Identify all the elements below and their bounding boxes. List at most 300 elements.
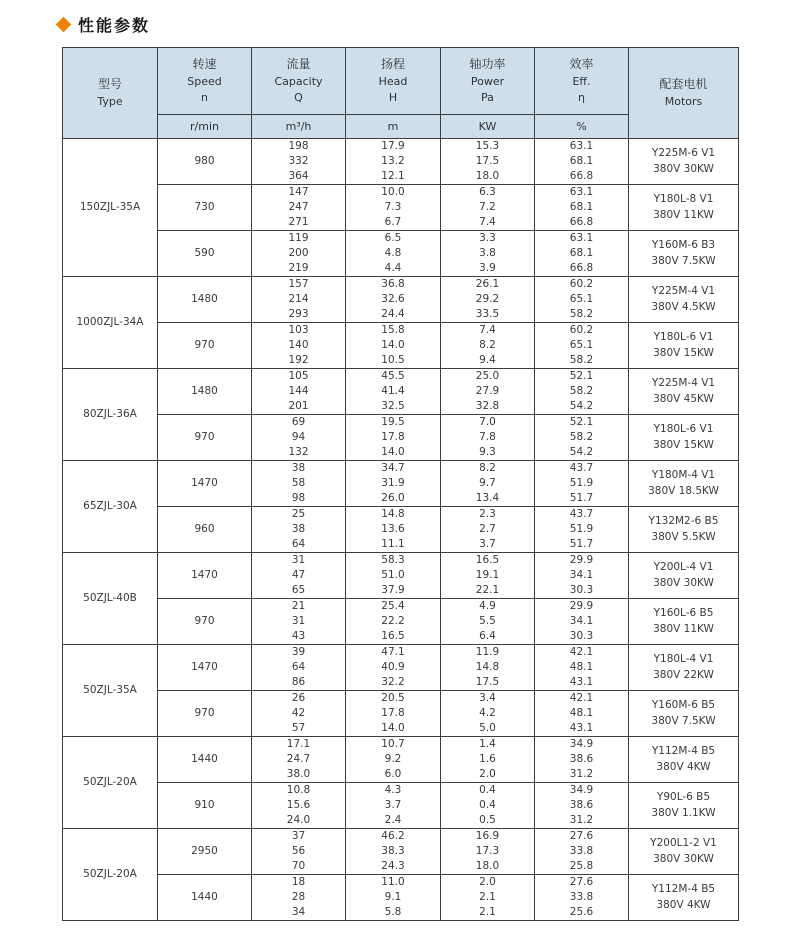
- eff-cell: 25.8: [535, 859, 629, 875]
- head-cell: 3.7: [346, 798, 441, 813]
- eff-cell: 65.1: [535, 292, 629, 307]
- table-row: [63, 231, 739, 247]
- eff-cell: 33.8: [535, 844, 629, 859]
- power-cell: 5.5: [441, 614, 535, 629]
- head-header-en: Head: [378, 74, 408, 88]
- motor-cell: [629, 231, 739, 277]
- eff-cell: 33.8: [535, 890, 629, 905]
- head-cell: 32.5: [346, 399, 441, 415]
- capacity-unit: m³/h: [252, 115, 346, 139]
- capacity-cell: 140: [252, 338, 346, 353]
- motor-line: Y180L-4 V1: [653, 652, 714, 665]
- motor-line: 380V 11KW: [653, 208, 714, 221]
- model-type-cell: 50ZJL-40B: [63, 553, 158, 645]
- power-cell: 3.3: [441, 231, 535, 247]
- eff-cell: 42.1: [535, 691, 629, 707]
- col-header-speed: [158, 48, 252, 115]
- table-row: [63, 507, 739, 523]
- model-type-cell: 80ZJL-36A: [63, 369, 158, 461]
- head-cell: 32.6: [346, 292, 441, 307]
- eff-header-symbol: η: [578, 90, 585, 104]
- head-cell: 40.9: [346, 660, 441, 675]
- speed-cell: 1470: [158, 553, 252, 599]
- speed-cell: 1440: [158, 875, 252, 921]
- power-cell: 2.0: [441, 767, 535, 783]
- eff-cell: 66.8: [535, 169, 629, 185]
- motor-line: 380V 45KW: [653, 392, 714, 405]
- power-cell: 4.9: [441, 599, 535, 615]
- table-row: [63, 737, 739, 753]
- power-cell: 17.3: [441, 844, 535, 859]
- power-cell: 14.8: [441, 660, 535, 675]
- motor-cell: [629, 139, 739, 185]
- speed-cell: 910: [158, 783, 252, 829]
- table-row: [63, 415, 739, 431]
- head-cell: 41.4: [346, 384, 441, 399]
- eff-cell: 51.7: [535, 537, 629, 553]
- speed-cell: 970: [158, 599, 252, 645]
- capacity-cell: 219: [252, 261, 346, 277]
- power-cell: 7.4: [441, 323, 535, 339]
- speed-cell: 1470: [158, 461, 252, 507]
- eff-header-en: Eff.: [572, 74, 591, 88]
- power-cell: 9.7: [441, 476, 535, 491]
- speed-cell: 1480: [158, 369, 252, 415]
- capacity-cell: 58: [252, 476, 346, 491]
- motor-cell: [629, 369, 739, 415]
- head-cell: 24.4: [346, 307, 441, 323]
- motor-line: Y180L-6 V1: [653, 330, 714, 343]
- capacity-cell: 17.1: [252, 737, 346, 753]
- head-cell: 24.3: [346, 859, 441, 875]
- head-cell: 10.0: [346, 185, 441, 201]
- table-row: [63, 369, 739, 385]
- head-cell: 25.4: [346, 599, 441, 615]
- power-cell: 3.9: [441, 261, 535, 277]
- col-header-head: [346, 48, 441, 115]
- motor-line: Y90L-6 B5: [656, 790, 711, 803]
- capacity-cell: 103: [252, 323, 346, 339]
- eff-cell: 68.1: [535, 246, 629, 261]
- power-header-zh: 轴功率: [469, 57, 506, 72]
- capacity-header-zh: 流量: [286, 57, 311, 72]
- capacity-cell: 37: [252, 829, 346, 845]
- head-cell: 32.2: [346, 675, 441, 691]
- motor-line: 380V 22KW: [653, 668, 714, 681]
- head-unit: m: [346, 115, 441, 139]
- speed-cell: 730: [158, 185, 252, 231]
- eff-cell: 63.1: [535, 185, 629, 201]
- eff-cell: 34.9: [535, 783, 629, 799]
- motors-header-en: Motors: [664, 94, 703, 108]
- capacity-cell: 157: [252, 277, 346, 293]
- capacity-cell: 86: [252, 675, 346, 691]
- eff-cell: 43.7: [535, 507, 629, 523]
- motor-line: Y200L1-2 V1: [650, 836, 717, 849]
- capacity-cell: 38: [252, 461, 346, 477]
- motor-line: 380V 7.5KW: [651, 254, 716, 267]
- motor-line: 380V 1.1KW: [651, 806, 716, 819]
- power-cell: 3.7: [441, 537, 535, 553]
- motor-line: 380V 4KW: [656, 760, 711, 773]
- capacity-cell: 147: [252, 185, 346, 201]
- eff-cell: 54.2: [535, 445, 629, 461]
- eff-cell: 58.2: [535, 353, 629, 369]
- motor-line: Y225M-6 V1: [651, 146, 716, 159]
- head-cell: 4.8: [346, 246, 441, 261]
- capacity-cell: 42: [252, 706, 346, 721]
- capacity-cell: 18: [252, 875, 346, 891]
- power-cell: 5.0: [441, 721, 535, 737]
- eff-cell: 68.1: [535, 200, 629, 215]
- eff-cell: 29.9: [535, 599, 629, 615]
- table-row: [63, 553, 739, 569]
- power-cell: 16.9: [441, 829, 535, 845]
- capacity-cell: 201: [252, 399, 346, 415]
- head-cell: 38.3: [346, 844, 441, 859]
- speed-cell: 1480: [158, 277, 252, 323]
- motor-cell: [629, 415, 739, 461]
- capacity-cell: 332: [252, 154, 346, 169]
- eff-cell: 30.3: [535, 629, 629, 645]
- eff-cell: 38.6: [535, 752, 629, 767]
- head-cell: 51.0: [346, 568, 441, 583]
- power-cell: 7.4: [441, 215, 535, 231]
- eff-cell: 52.1: [535, 415, 629, 431]
- eff-cell: 65.1: [535, 338, 629, 353]
- head-cell: 4.4: [346, 261, 441, 277]
- power-cell: 7.0: [441, 415, 535, 431]
- capacity-cell: 64: [252, 537, 346, 553]
- header-row-main: [63, 48, 739, 115]
- power-cell: 3.4: [441, 691, 535, 707]
- motor-cell: [629, 185, 739, 231]
- motor-line: Y132M2-6 B5: [648, 514, 719, 527]
- speed-cell: 2950: [158, 829, 252, 875]
- head-cell: 14.0: [346, 445, 441, 461]
- power-unit: KW: [441, 115, 535, 139]
- speed-header-zh: 转速: [192, 57, 217, 72]
- capacity-cell: 24.0: [252, 813, 346, 829]
- power-cell: 32.8: [441, 399, 535, 415]
- power-header-en: Power: [470, 74, 505, 88]
- head-cell: 13.6: [346, 522, 441, 537]
- power-cell: 0.4: [441, 783, 535, 799]
- col-header-capacity: [252, 48, 346, 115]
- power-cell: 16.5: [441, 553, 535, 569]
- speed-cell: 590: [158, 231, 252, 277]
- motor-cell: [629, 599, 739, 645]
- capacity-cell: 70: [252, 859, 346, 875]
- motor-cell: [629, 691, 739, 737]
- power-cell: 1.6: [441, 752, 535, 767]
- head-cell: 17.8: [346, 430, 441, 445]
- speed-cell: 970: [158, 415, 252, 461]
- motor-cell: [629, 323, 739, 369]
- motor-line: 380V 18.5KW: [648, 484, 719, 497]
- motor-line: 380V 15KW: [653, 346, 714, 359]
- col-header-eff: [535, 48, 629, 115]
- motor-line: 380V 4KW: [656, 898, 711, 911]
- motor-cell: [629, 737, 739, 783]
- table-row: [63, 691, 739, 707]
- head-cell: 6.7: [346, 215, 441, 231]
- speed-cell: 1470: [158, 645, 252, 691]
- capacity-cell: 144: [252, 384, 346, 399]
- diamond-icon: [56, 17, 72, 33]
- head-cell: 14.0: [346, 721, 441, 737]
- capacity-cell: 214: [252, 292, 346, 307]
- eff-cell: 58.2: [535, 430, 629, 445]
- power-cell: 22.1: [441, 583, 535, 599]
- eff-cell: 58.2: [535, 307, 629, 323]
- capacity-cell: 34: [252, 905, 346, 921]
- head-cell: 2.4: [346, 813, 441, 829]
- head-cell: 26.0: [346, 491, 441, 507]
- power-cell: 8.2: [441, 338, 535, 353]
- eff-cell: 25.6: [535, 905, 629, 921]
- capacity-cell: 21: [252, 599, 346, 615]
- eff-cell: 54.2: [535, 399, 629, 415]
- head-cell: 15.8: [346, 323, 441, 339]
- motor-line: Y180M-4 V1: [651, 468, 716, 481]
- head-cell: 20.5: [346, 691, 441, 707]
- eff-cell: 60.2: [535, 323, 629, 339]
- power-cell: 7.8: [441, 430, 535, 445]
- head-header-symbol: H: [388, 90, 398, 104]
- head-cell: 31.9: [346, 476, 441, 491]
- motor-line: 380V 30KW: [653, 852, 714, 865]
- eff-cell: 29.9: [535, 553, 629, 569]
- eff-cell: 43.1: [535, 721, 629, 737]
- head-cell: 4.3: [346, 783, 441, 799]
- eff-cell: 27.6: [535, 829, 629, 845]
- eff-cell: 66.8: [535, 215, 629, 231]
- capacity-cell: 47: [252, 568, 346, 583]
- model-type-cell: 65ZJL-30A: [63, 461, 158, 553]
- table-row: [63, 599, 739, 615]
- head-cell: 12.1: [346, 169, 441, 185]
- motor-line: 380V 30KW: [653, 576, 714, 589]
- eff-cell: 52.1: [535, 369, 629, 385]
- eff-cell: 43.7: [535, 461, 629, 477]
- capacity-cell: 38.0: [252, 767, 346, 783]
- power-cell: 2.7: [441, 522, 535, 537]
- capacity-cell: 132: [252, 445, 346, 461]
- power-cell: 6.3: [441, 185, 535, 201]
- motor-cell: [629, 829, 739, 875]
- motor-line: Y180L-6 V1: [653, 422, 714, 435]
- capacity-cell: 57: [252, 721, 346, 737]
- power-cell: 2.3: [441, 507, 535, 523]
- power-cell: 19.1: [441, 568, 535, 583]
- capacity-cell: 94: [252, 430, 346, 445]
- head-cell: 17.8: [346, 706, 441, 721]
- power-cell: 15.3: [441, 139, 535, 155]
- head-cell: 11.1: [346, 537, 441, 553]
- eff-cell: 51.7: [535, 491, 629, 507]
- capacity-cell: 26: [252, 691, 346, 707]
- head-cell: 37.9: [346, 583, 441, 599]
- table-body: [63, 139, 739, 921]
- power-cell: 26.1: [441, 277, 535, 293]
- capacity-cell: 98: [252, 491, 346, 507]
- power-cell: 11.9: [441, 645, 535, 661]
- motor-line: 380V 4.5KW: [651, 300, 716, 313]
- capacity-cell: 25: [252, 507, 346, 523]
- capacity-cell: 247: [252, 200, 346, 215]
- power-cell: 17.5: [441, 675, 535, 691]
- model-type-cell: 50ZJL-35A: [63, 645, 158, 737]
- capacity-cell: 28: [252, 890, 346, 905]
- motor-line: Y112M-4 B5: [651, 744, 716, 757]
- table-row: [63, 139, 739, 155]
- eff-cell: 34.1: [535, 568, 629, 583]
- head-cell: 17.9: [346, 139, 441, 155]
- speed-cell: 1440: [158, 737, 252, 783]
- power-cell: 25.0: [441, 369, 535, 385]
- speed-cell: 970: [158, 323, 252, 369]
- power-cell: 4.2: [441, 706, 535, 721]
- col-header-type: [63, 48, 158, 139]
- head-cell: 5.8: [346, 905, 441, 921]
- eff-cell: 27.6: [535, 875, 629, 891]
- power-cell: 8.2: [441, 461, 535, 477]
- speed-header-en: Speed: [187, 74, 222, 88]
- head-cell: 14.0: [346, 338, 441, 353]
- motor-line: 380V 11KW: [653, 622, 714, 635]
- head-cell: 7.3: [346, 200, 441, 215]
- speed-cell: 980: [158, 139, 252, 185]
- speed-cell: 960: [158, 507, 252, 553]
- eff-cell: 51.9: [535, 476, 629, 491]
- speed-cell: 970: [158, 691, 252, 737]
- type-header-en: Type: [97, 94, 123, 108]
- motor-cell: [629, 783, 739, 829]
- head-cell: 11.0: [346, 875, 441, 891]
- motor-line: Y225M-4 V1: [651, 376, 716, 389]
- motor-cell: [629, 645, 739, 691]
- eff-unit: %: [535, 115, 629, 139]
- power-cell: 13.4: [441, 491, 535, 507]
- motor-line: 380V 15KW: [653, 438, 714, 451]
- power-cell: 6.4: [441, 629, 535, 645]
- capacity-header-symbol: Q: [294, 90, 303, 104]
- col-header-motors: [629, 48, 739, 139]
- table-row: [63, 875, 739, 891]
- head-header-zh: 扬程: [380, 57, 405, 72]
- eff-cell: 63.1: [535, 139, 629, 155]
- type-header-zh: 型号: [97, 77, 122, 92]
- eff-cell: 51.9: [535, 522, 629, 537]
- motor-line: Y112M-4 B5: [651, 882, 716, 895]
- head-cell: 45.5: [346, 369, 441, 385]
- eff-cell: 43.1: [535, 675, 629, 691]
- motor-line: Y180L-8 V1: [653, 192, 714, 205]
- motor-line: Y160L-6 B5: [653, 606, 714, 619]
- eff-cell: 66.8: [535, 261, 629, 277]
- eff-cell: 58.2: [535, 384, 629, 399]
- motor-cell: [629, 461, 739, 507]
- motor-line: 380V 30KW: [653, 162, 714, 175]
- capacity-cell: 24.7: [252, 752, 346, 767]
- eff-cell: 68.1: [535, 154, 629, 169]
- head-cell: 10.5: [346, 353, 441, 369]
- eff-cell: 42.1: [535, 645, 629, 661]
- eff-cell: 30.3: [535, 583, 629, 599]
- motor-line: Y160M-6 B3: [651, 238, 716, 251]
- power-cell: 1.4: [441, 737, 535, 753]
- motor-line: 380V 5.5KW: [651, 530, 716, 543]
- capacity-cell: 364: [252, 169, 346, 185]
- power-cell: 3.8: [441, 246, 535, 261]
- motor-line: Y225M-4 V1: [651, 284, 716, 297]
- model-type-cell: 150ZJL-35A: [63, 139, 158, 277]
- motor-cell: [629, 507, 739, 553]
- model-type-cell: 50ZJL-20A: [63, 737, 158, 829]
- head-cell: 6.5: [346, 231, 441, 247]
- motors-header-zh: 配套电机: [659, 77, 708, 92]
- table-row: [63, 323, 739, 339]
- head-cell: 22.2: [346, 614, 441, 629]
- eff-cell: 48.1: [535, 660, 629, 675]
- power-cell: 29.2: [441, 292, 535, 307]
- capacity-cell: 43: [252, 629, 346, 645]
- capacity-cell: 198: [252, 139, 346, 155]
- power-cell: 17.5: [441, 154, 535, 169]
- eff-cell: 48.1: [535, 706, 629, 721]
- eff-cell: 34.9: [535, 737, 629, 753]
- power-cell: 2.0: [441, 875, 535, 891]
- capacity-cell: 31: [252, 553, 346, 569]
- speed-header-symbol: n: [201, 90, 208, 104]
- head-cell: 46.2: [346, 829, 441, 845]
- section-title: [58, 13, 800, 36]
- head-cell: 14.8: [346, 507, 441, 523]
- power-cell: 0.4: [441, 798, 535, 813]
- speed-unit: r/min: [158, 115, 252, 139]
- motor-line: Y200L-4 V1: [653, 560, 714, 573]
- table-row: [63, 783, 739, 799]
- eff-cell: 63.1: [535, 231, 629, 247]
- capacity-cell: 271: [252, 215, 346, 231]
- capacity-cell: 119: [252, 231, 346, 247]
- head-cell: 34.7: [346, 461, 441, 477]
- eff-cell: 31.2: [535, 767, 629, 783]
- eff-cell: 34.1: [535, 614, 629, 629]
- eff-header-zh: 效率: [569, 57, 594, 72]
- section-title-text: 性能参数: [78, 16, 151, 35]
- power-cell: 18.0: [441, 859, 535, 875]
- power-cell: 9.3: [441, 445, 535, 461]
- capacity-cell: 293: [252, 307, 346, 323]
- table-row: [63, 645, 739, 661]
- motor-line: Y160M-6 B5: [651, 698, 716, 711]
- capacity-cell: 69: [252, 415, 346, 431]
- head-cell: 16.5: [346, 629, 441, 645]
- motor-line: 380V 7.5KW: [651, 714, 716, 727]
- power-cell: 27.9: [441, 384, 535, 399]
- capacity-cell: 15.6: [252, 798, 346, 813]
- capacity-cell: 200: [252, 246, 346, 261]
- head-cell: 9.1: [346, 890, 441, 905]
- power-cell: 2.1: [441, 890, 535, 905]
- power-cell: 0.5: [441, 813, 535, 829]
- performance-table: [62, 47, 739, 921]
- head-cell: 58.3: [346, 553, 441, 569]
- table-header: [63, 48, 739, 139]
- eff-cell: 31.2: [535, 813, 629, 829]
